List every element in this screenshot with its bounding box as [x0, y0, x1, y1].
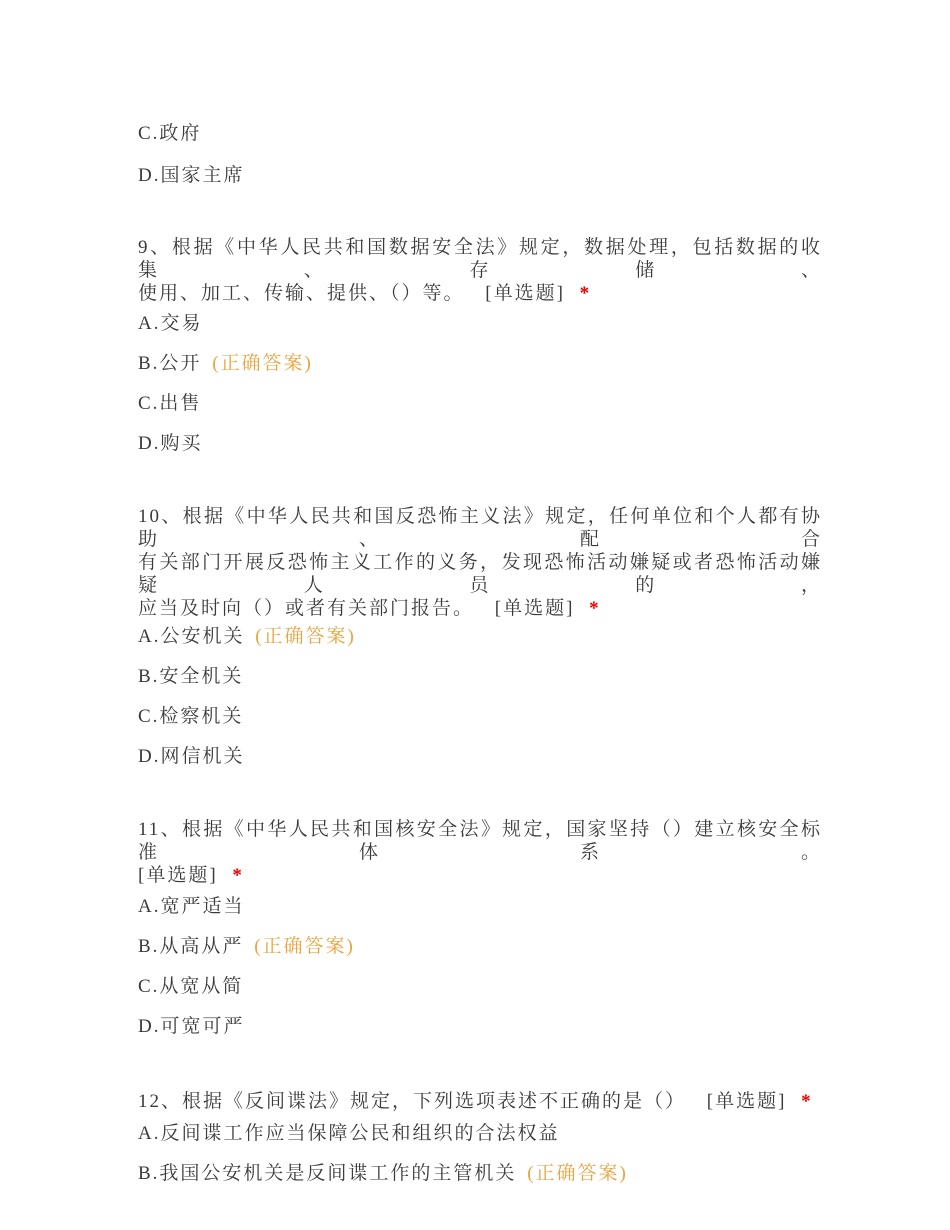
required-asterisk: * [232, 865, 244, 886]
required-asterisk: * [589, 598, 601, 619]
required-asterisk: * [579, 283, 592, 304]
option-label: C.检察机关 [138, 706, 244, 727]
correct-answer-tag: (正确答案) [527, 1163, 628, 1184]
question-text [138, 236, 822, 305]
question-10 [138, 505, 822, 768]
q11-option-c [138, 975, 822, 998]
single-choice-tag: [单选题] [138, 865, 218, 886]
option-label: A.公安机关 [138, 626, 245, 647]
q9-option-d [138, 432, 822, 455]
question-text [138, 505, 822, 620]
option-label: C.从宽从简 [138, 976, 244, 997]
option-label: C.政府 [138, 123, 202, 144]
option-label: D.购买 [138, 433, 203, 454]
q10-option-a [138, 625, 822, 648]
single-choice-tag: [单选题] [706, 1091, 787, 1112]
option-label: A.反间谍工作应当保障公民和组织的合法权益 [138, 1123, 560, 1144]
option-label: D.网信机关 [138, 746, 245, 767]
question-text-fragment: 使用、加工、传输、提供、（）等。 [138, 283, 465, 304]
option-label: B.从高从严 [138, 936, 244, 957]
q10-option-d [138, 745, 822, 768]
question-text [138, 1090, 822, 1113]
option-label: C.出售 [138, 393, 202, 414]
option-label: B.公开 [138, 353, 202, 374]
correct-answer-tag: (正确答案) [212, 353, 313, 374]
question-text-line: 11、根据《中华人民共和国核安全法》规定，国家坚持（）建立核安全标准体系。 [138, 819, 822, 863]
correct-answer-tag: (正确答案) [255, 626, 356, 647]
single-choice-tag: [单选题] [494, 598, 575, 619]
q8-option-d [138, 164, 822, 187]
question-text-line [138, 597, 822, 620]
question-text-line [138, 864, 822, 887]
q8-option-c [138, 122, 822, 145]
question-text-line: 10、根据《中华人民共和国反恐怖主义法》规定，任何单位和个人都有协助、配合 [138, 506, 822, 550]
question-9 [138, 236, 822, 455]
q11-option-b [138, 935, 822, 958]
q12-option-b [138, 1162, 822, 1185]
question-text-line: 9、根据《中华人民共和国数据安全法》规定，数据处理，包括数据的收集、存储、 [138, 237, 822, 281]
option-label: B.安全机关 [138, 666, 244, 687]
question-text-line [138, 282, 822, 305]
option-label: D.国家主席 [138, 165, 245, 186]
question-text-line: 有关部门开展反恐怖主义工作的义务，发现恐怖活动嫌疑或者恐怖活动嫌疑人员的， [138, 552, 822, 596]
q12-option-a [138, 1122, 822, 1145]
option-label: D.可宽可严 [138, 1016, 245, 1037]
q9-option-b [138, 352, 822, 375]
correct-answer-tag: (正确答案) [254, 936, 355, 957]
question-8-partial [138, 122, 822, 187]
option-label: A.宽严适当 [138, 896, 245, 917]
single-choice-tag: [单选题] [485, 283, 565, 304]
option-label: A.交易 [138, 313, 203, 334]
question-12 [138, 1090, 822, 1185]
q9-option-a [138, 312, 822, 335]
q10-option-c [138, 705, 822, 728]
q11-option-a [138, 895, 822, 918]
q9-option-c [138, 392, 822, 415]
question-text [138, 818, 822, 887]
required-asterisk: * [801, 1091, 813, 1112]
q11-option-d [138, 1015, 822, 1038]
q10-option-b [138, 665, 822, 688]
question-text-fragment: 应当及时向（）或者有关部门报告。 [138, 598, 475, 619]
option-label: B.我国公安机关是反间谍工作的主管机关 [138, 1163, 517, 1184]
question-text-fragment: 12、根据《反间谍法》规定，下列选项表述不正确的是（） [138, 1091, 687, 1112]
question-text-line [138, 1090, 822, 1113]
question-11 [138, 818, 822, 1038]
